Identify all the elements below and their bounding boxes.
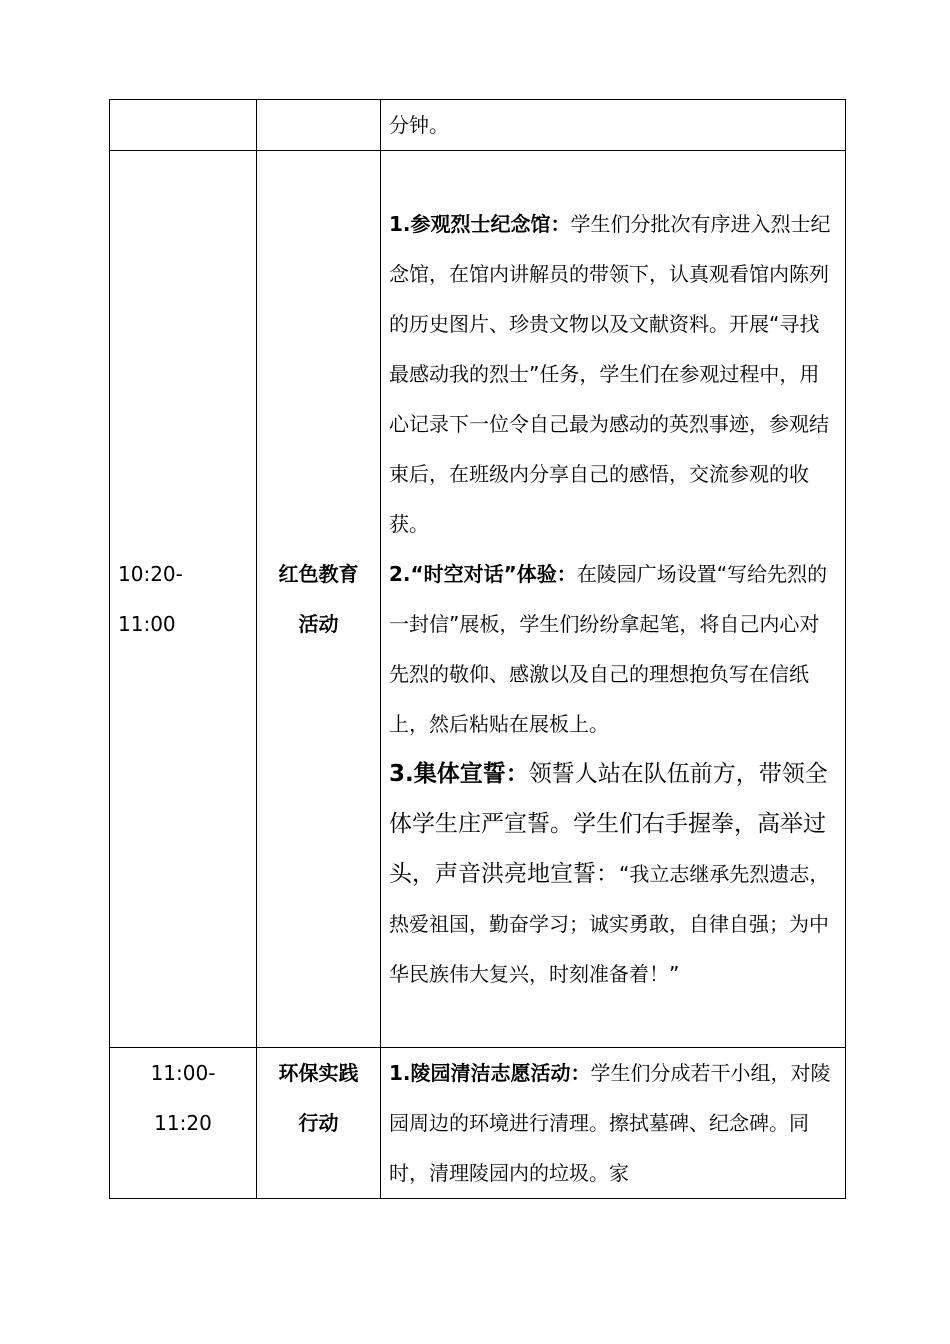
activity-name-line1: 红色教育 bbox=[278, 562, 359, 586]
time-cell bbox=[110, 151, 257, 1048]
table-row bbox=[110, 151, 846, 1048]
content-item bbox=[389, 549, 837, 749]
item-text: 学生们分成若干小组，对陵园周边的环境进行清理。擦拭墓碑、纪念碑。同时，清理陵园内的垃圾。家 bbox=[389, 1061, 831, 1185]
activity-cell bbox=[257, 151, 381, 1048]
content-cell bbox=[381, 151, 846, 1048]
item-text: 学生们分批次有序进入烈士纪念馆，在馆内讲解员的带领下，认真观看馆内陈列的历史图片、珍贵文物以及文献资料。开展“寻找最感动我的烈士”任务，学生们在参观过程中，用心记录下一位令自己最为感动的英烈事迹，参观结束后，在班级内分享自己的感悟，交流参观的收获。 bbox=[389, 212, 831, 536]
schedule-table bbox=[109, 99, 846, 1199]
table-row bbox=[110, 1048, 846, 1199]
content-item bbox=[389, 199, 837, 549]
activity-cell bbox=[257, 100, 381, 151]
time-cell bbox=[110, 1048, 257, 1199]
time-start: 11:00- bbox=[150, 1061, 216, 1085]
table-row bbox=[110, 100, 846, 151]
item-heading: 1.参观烈士纪念馆： bbox=[389, 212, 571, 236]
content-item bbox=[389, 1048, 837, 1198]
content-item bbox=[389, 749, 837, 999]
activity-name-line1: 环保实践 bbox=[278, 1061, 359, 1085]
time-end: 11:20 bbox=[154, 1111, 212, 1135]
time-end: 11:00 bbox=[118, 612, 176, 636]
item-text-large: 领誓人站在队伍前方，带领全体学生庄严宣誓。学生们右手握拳，高举过头，声音洪亮地宣誓： bbox=[389, 761, 828, 887]
activity-name-line2: 行动 bbox=[298, 1111, 339, 1135]
item-heading: 1.陵园清洁志愿活动： bbox=[389, 1061, 591, 1085]
item-heading: 3.集体宣誓： bbox=[389, 761, 529, 787]
item-heading: 2.“时空对话”体验： bbox=[389, 562, 577, 586]
time-start: 10:20- bbox=[118, 562, 183, 586]
item-text: 在陵园广场设置“写给先烈的一封信”展板，学生们纷纷拿起笔，将自己内心对先烈的敬仰、感激以及自己的理想抱负写在信纸上，然后粘贴在展板上。 bbox=[389, 562, 828, 736]
time-cell bbox=[110, 100, 257, 151]
activity-name-line2: 活动 bbox=[298, 612, 339, 636]
content-cell bbox=[381, 100, 846, 151]
activity-cell bbox=[257, 1048, 381, 1199]
content-text: 分钟。 bbox=[389, 113, 449, 137]
content-cell bbox=[381, 1048, 846, 1199]
item-text: “我立志继承先烈遗志，热爱祖国，勤奋学习；诚实勇敢，自律自强；为中华民族伟大复兴，时刻准备着！” bbox=[389, 862, 830, 986]
